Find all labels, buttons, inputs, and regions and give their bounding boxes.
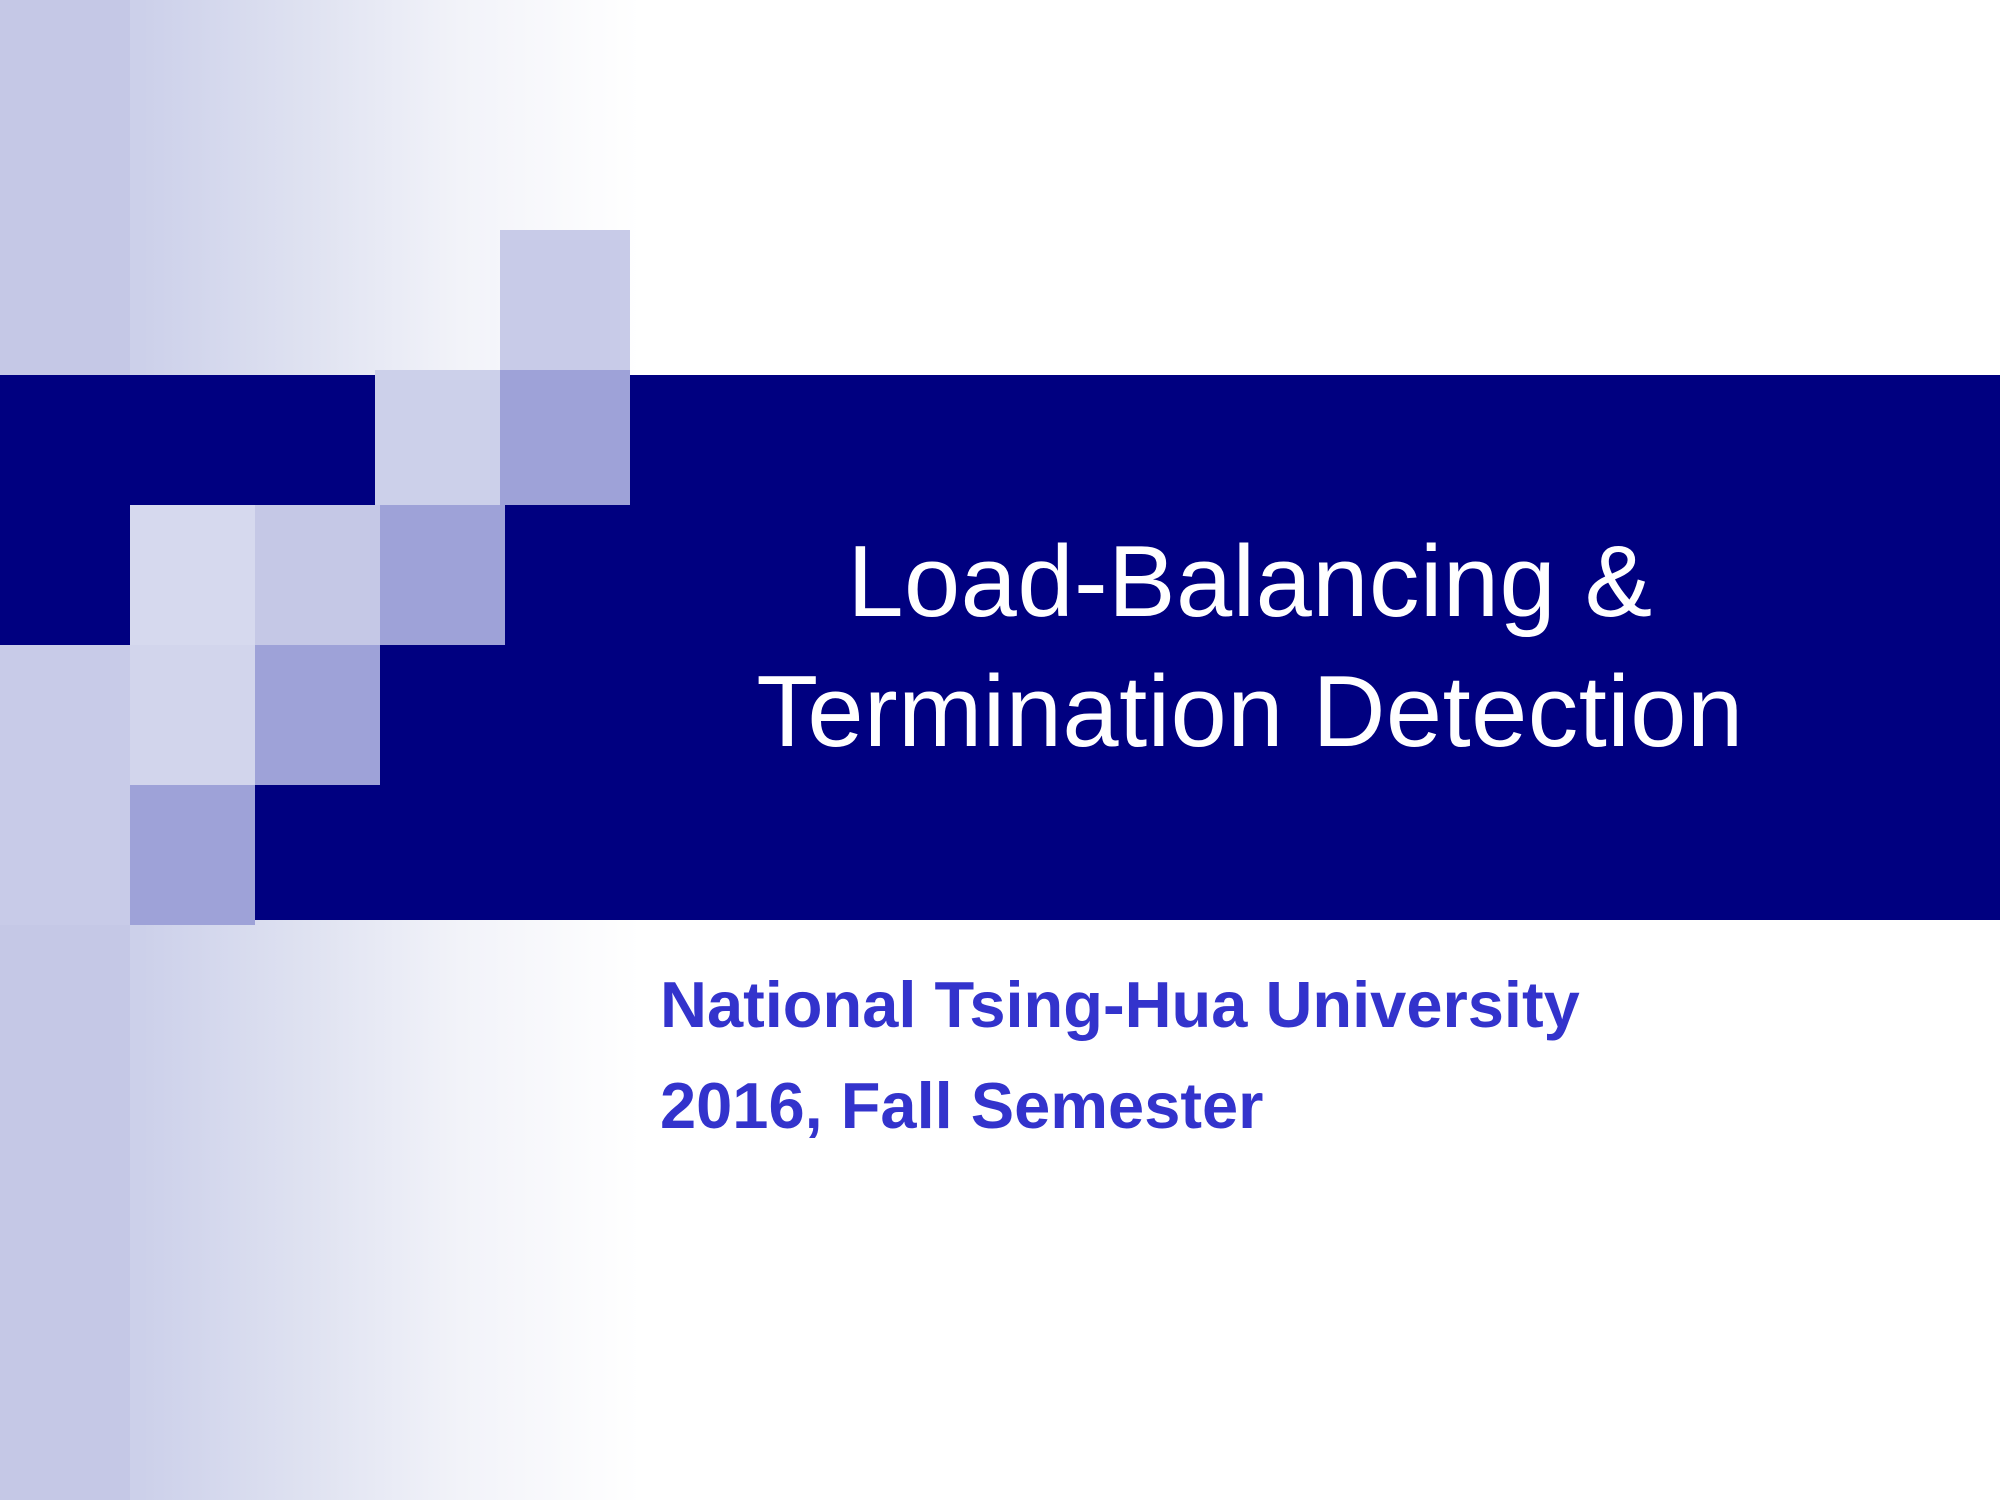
mosaic-square [130, 505, 255, 645]
title-line-2: Termination Detection [756, 655, 1744, 768]
mosaic-square-navy [0, 505, 130, 645]
subtitle-line-2: 2016, Fall Semester [660, 1068, 1264, 1142]
mosaic-square [130, 785, 255, 925]
mosaic-square [255, 505, 380, 645]
slide-title [560, 395, 1940, 900]
slide-subtitle [660, 955, 1860, 1157]
mosaic-square [255, 645, 380, 785]
mosaic-square [130, 645, 255, 785]
mosaic-square [0, 645, 130, 785]
title-line-1: Load-Balancing & [847, 526, 1653, 639]
mosaic-square [380, 505, 505, 645]
mosaic-square [500, 230, 630, 375]
mosaic-square [375, 370, 505, 505]
subtitle-line-1: National Tsing-Hua University [660, 968, 1580, 1041]
mosaic-square [0, 785, 130, 925]
